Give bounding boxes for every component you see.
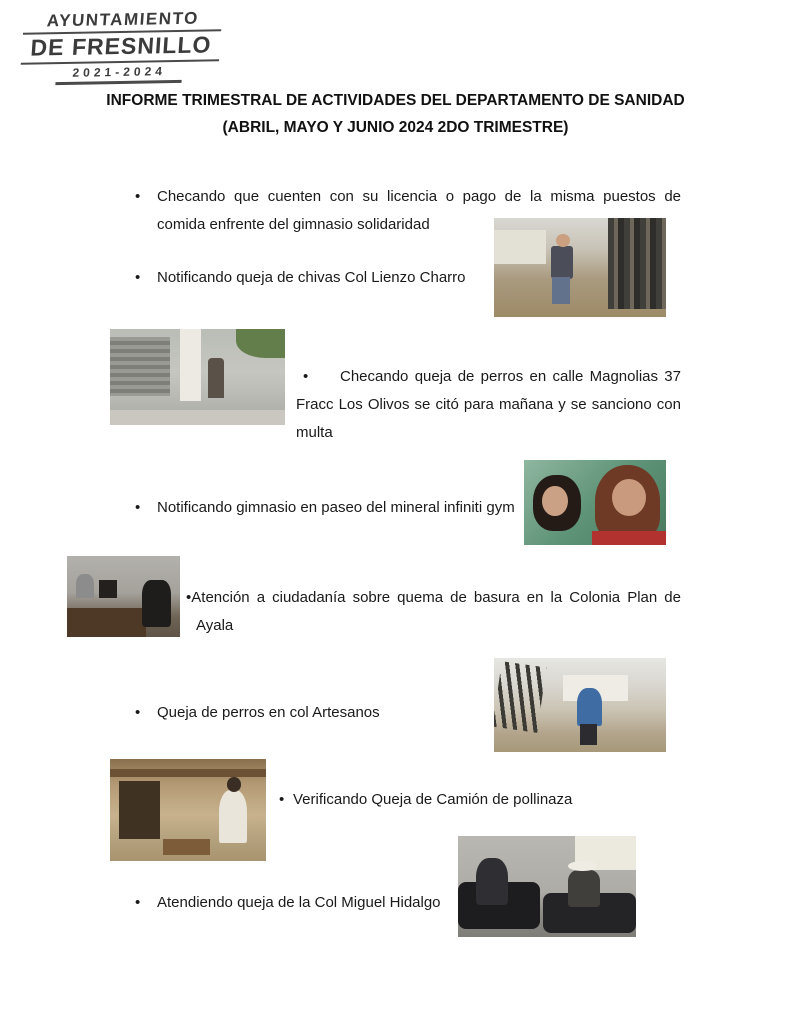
photo-shape	[592, 531, 666, 545]
photo-perros-artesanos	[494, 658, 666, 752]
photo-shape	[494, 661, 547, 732]
photo-shape	[180, 329, 201, 401]
item-1-line-1: Checando que cuenten con su licencia o pago de la misma puestos de	[157, 188, 681, 205]
photo-shape	[76, 574, 94, 598]
photo-lienzo-charro	[110, 329, 285, 425]
page-title-line-2: (ABRIL, MAYO Y JUNIO 2024 2DO TRIMESTRE)	[222, 119, 569, 136]
bullet-icon: •	[135, 704, 141, 721]
photo-shape	[608, 218, 666, 309]
photo-shape	[577, 688, 603, 726]
photo-shape	[580, 724, 597, 746]
photo-shape	[568, 870, 600, 906]
logo-text-ayuntamiento: AYUNTAMIENTO	[46, 8, 200, 31]
photo-shape	[476, 858, 508, 904]
photo-shape	[219, 790, 247, 843]
logo-text-de-fresnillo: DE FRESNILLO	[21, 29, 222, 64]
bullet-icon: •	[186, 589, 192, 606]
bullet-icon: •	[135, 894, 141, 911]
photo-oficina-atencion	[67, 556, 180, 637]
item-2-line-1: Notificando queja de chivas Col Lienzo Charro	[157, 269, 466, 286]
bullet-icon: •	[135, 269, 141, 286]
item-8-line-1: Atendiendo queja de la Col Miguel Hidalgo	[157, 894, 441, 911]
photo-miguel-hidalgo	[458, 836, 636, 937]
photo-shape	[110, 337, 170, 397]
photo-shape	[494, 230, 546, 264]
photo-shape	[208, 358, 224, 398]
item-5-line-1	[186, 584, 681, 612]
item-5-line-2: Ayala	[196, 617, 234, 634]
photo-shape	[552, 277, 569, 304]
photo-shape	[119, 781, 160, 838]
bullet-icon: •	[303, 368, 309, 385]
photo-camion-pollinaza	[110, 759, 266, 861]
photo-shape	[99, 580, 117, 598]
item-3-line-3: multa	[296, 424, 333, 441]
photo-shape	[67, 608, 146, 637]
photo-shape	[142, 580, 171, 627]
item-5-text: Atención a ciudadanía sobre quema de basura en la Colonia Plan de	[191, 589, 681, 606]
photo-shape	[236, 329, 285, 358]
item-1-line-2: comida enfrente del gimnasio solidaridad	[157, 216, 430, 233]
bullet-icon: •	[135, 188, 141, 205]
item-4-line-1: Notificando gimnasio en paseo del mineral infiniti gym	[157, 499, 515, 516]
photo-shape	[110, 769, 266, 777]
photo-shape	[551, 246, 573, 280]
photo-shape	[227, 777, 241, 791]
bullet-icon: •	[135, 499, 141, 516]
bullet-icon: •	[279, 791, 285, 808]
photo-puestos-comida	[494, 218, 666, 317]
photo-shape	[612, 479, 646, 516]
ayuntamiento-fresnillo-logo	[19, 8, 222, 85]
photo-shape	[556, 234, 570, 247]
photo-infiniti-gym	[524, 460, 666, 545]
item-3-line-2: Fracc Los Olivos se citó para mañana y se sanciono con	[296, 396, 681, 413]
item-3-line-1: Checando queja de perros en calle Magnolias 37	[340, 368, 681, 385]
photo-shape	[542, 486, 568, 517]
logo-text-years: 2021-2024	[55, 64, 183, 85]
page-title-line-1: INFORME TRIMESTRAL DE ACTIVIDADES DEL DEPARTAMENTO DE SANIDAD	[106, 92, 685, 109]
item-6-line-1: Queja de perros en col Artesanos	[157, 704, 380, 721]
photo-shape	[163, 839, 210, 855]
item-7-line-1: Verificando Queja de Camión de pollinaza	[293, 791, 573, 808]
photo-shape	[110, 410, 285, 425]
